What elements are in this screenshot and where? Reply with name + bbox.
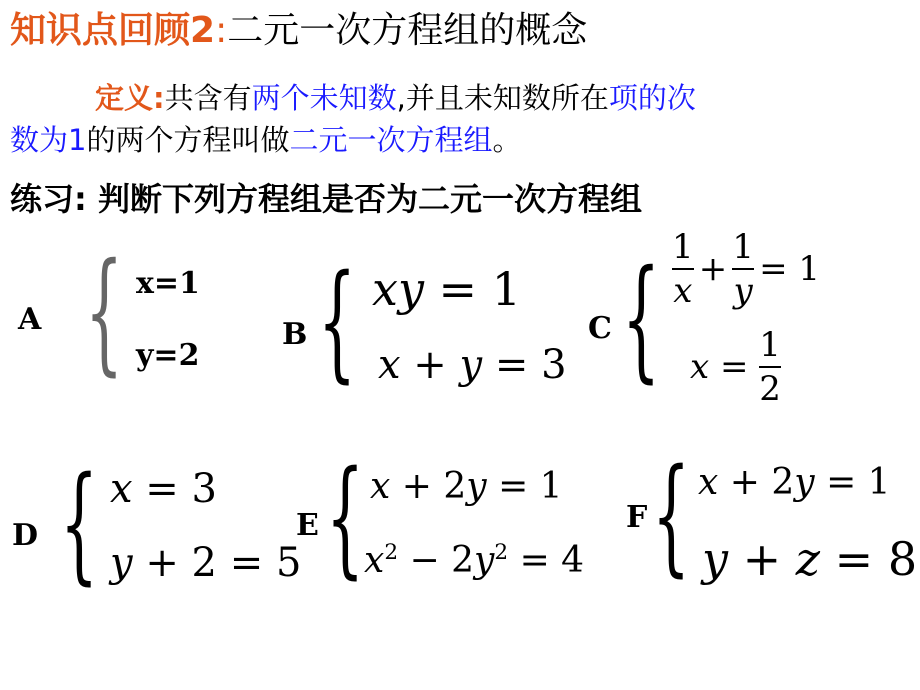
system-b-label: B: [282, 317, 308, 352]
system-f-equation-1: [698, 462, 891, 503]
definition-period: 。: [492, 123, 522, 157]
system-d-eq2-var: y: [110, 540, 133, 586]
system-f-eq1-x: x: [698, 462, 719, 503]
system-e-eq1-coef: + 2: [390, 466, 467, 507]
system-f-eq1-coef: + 2: [718, 462, 795, 503]
title-topic: 二元一次方程组的概念: [227, 10, 588, 51]
system-e-label: E: [296, 508, 319, 543]
definition-highlight-term-degree: 项的次: [608, 81, 696, 115]
system-d-equation-2: [110, 540, 301, 586]
definition-colon: :: [153, 81, 165, 115]
system-c-fraction-1: [672, 228, 694, 310]
system-c-num-1: 1: [672, 227, 694, 267]
system-c-equation-2: [690, 326, 781, 408]
system-e-eq2-exp-2: 2: [494, 540, 509, 565]
system-d-equation-1: [110, 466, 217, 512]
system-c-den-1: x: [673, 271, 693, 311]
definition-line-1: [95, 78, 696, 118]
system-c-plus: +: [698, 249, 728, 289]
system-b-eq1-var: xy: [372, 262, 424, 316]
system-e-eq2-rest: = 4: [508, 540, 585, 581]
system-e-eq2-exp-1: 2: [384, 540, 399, 565]
system-e-eq1-y: y: [466, 466, 487, 507]
system-b-eq2-y: y: [459, 342, 483, 388]
system-e-equation-2: [364, 540, 584, 581]
system-f-brace-icon: {: [652, 443, 691, 591]
system-e-eq2-x: x: [364, 540, 385, 581]
system-c-num-2: 1: [732, 227, 754, 267]
system-a-brace-icon: {: [85, 236, 124, 390]
definition-line-2: [10, 120, 522, 160]
system-c-eq2-var: x: [690, 347, 710, 387]
system-b-equation-1: [372, 262, 521, 316]
definition-label: 定义: [95, 81, 154, 115]
definition-text-3: 的两个方程叫做: [86, 123, 290, 157]
page-title: [10, 8, 587, 54]
system-d-label: D: [12, 518, 39, 553]
system-a-equation-1: x=1: [136, 266, 200, 301]
system-b-brace-icon: {: [318, 249, 357, 397]
system-c-fraction-2: [732, 228, 754, 310]
title-colon: :: [215, 10, 228, 51]
system-c-brace-icon: {: [622, 243, 661, 397]
system-c-fraction-3: [759, 326, 781, 408]
system-f-eq2-op: +: [728, 532, 796, 586]
definition-highlight-system: 二元一次方程组: [289, 123, 493, 157]
system-e-eq2-y: y: [474, 540, 495, 581]
system-c-den-2: y: [733, 271, 753, 311]
system-e-eq2-coef: − 2: [398, 540, 475, 581]
system-b-eq2-rest: = 3: [482, 342, 567, 388]
system-b-equation-2: [378, 342, 567, 388]
system-d-eq2-rest: + 2 = 5: [132, 540, 302, 586]
system-b-eq2-x: x: [378, 342, 401, 388]
definition-text-2: ,并且未知数所在: [396, 81, 609, 115]
definition-highlight-degree-one: 数为1: [10, 123, 87, 157]
practice-heading: 练习: 判断下列方程组是否为二元一次方程组: [10, 180, 642, 218]
system-e-brace-icon: {: [326, 445, 365, 593]
system-f-eq2-y: y: [702, 532, 728, 586]
system-d-brace-icon: {: [60, 451, 99, 599]
system-d-eq1-var: x: [110, 466, 133, 512]
system-f-eq1-rest: = 1: [814, 462, 891, 503]
system-d-eq1-rest: = 3: [132, 466, 217, 512]
system-c-den-3: 2: [759, 369, 781, 409]
title-prefix: 知识点回顾2: [10, 10, 216, 51]
system-f-label: F: [626, 500, 648, 535]
definition-text-1: 共含有: [164, 81, 252, 115]
system-f-eq2-z: z: [795, 532, 821, 586]
system-f-eq2-rest: = 8: [820, 532, 918, 586]
system-b-eq1-rest: = 1: [423, 262, 521, 316]
system-c-equation-1: [672, 228, 820, 310]
system-e-eq1-rest: = 1: [486, 466, 563, 507]
system-a-label: A: [18, 302, 42, 337]
system-b-eq2-op: +: [400, 342, 460, 388]
system-c-eq2-eq: =: [709, 347, 760, 387]
system-c-num-3: 1: [759, 325, 781, 365]
system-f-equation-2: [702, 532, 917, 586]
system-a-equation-2: y=2: [136, 338, 200, 373]
system-f-eq1-y: y: [794, 462, 815, 503]
system-e-equation-1: [370, 466, 563, 507]
system-e-eq1-x: x: [370, 466, 391, 507]
system-c-eq1-rest: = 1: [759, 249, 820, 289]
system-c-label: C: [588, 311, 612, 346]
definition-highlight-two-unknowns: 两个未知数: [251, 81, 397, 115]
